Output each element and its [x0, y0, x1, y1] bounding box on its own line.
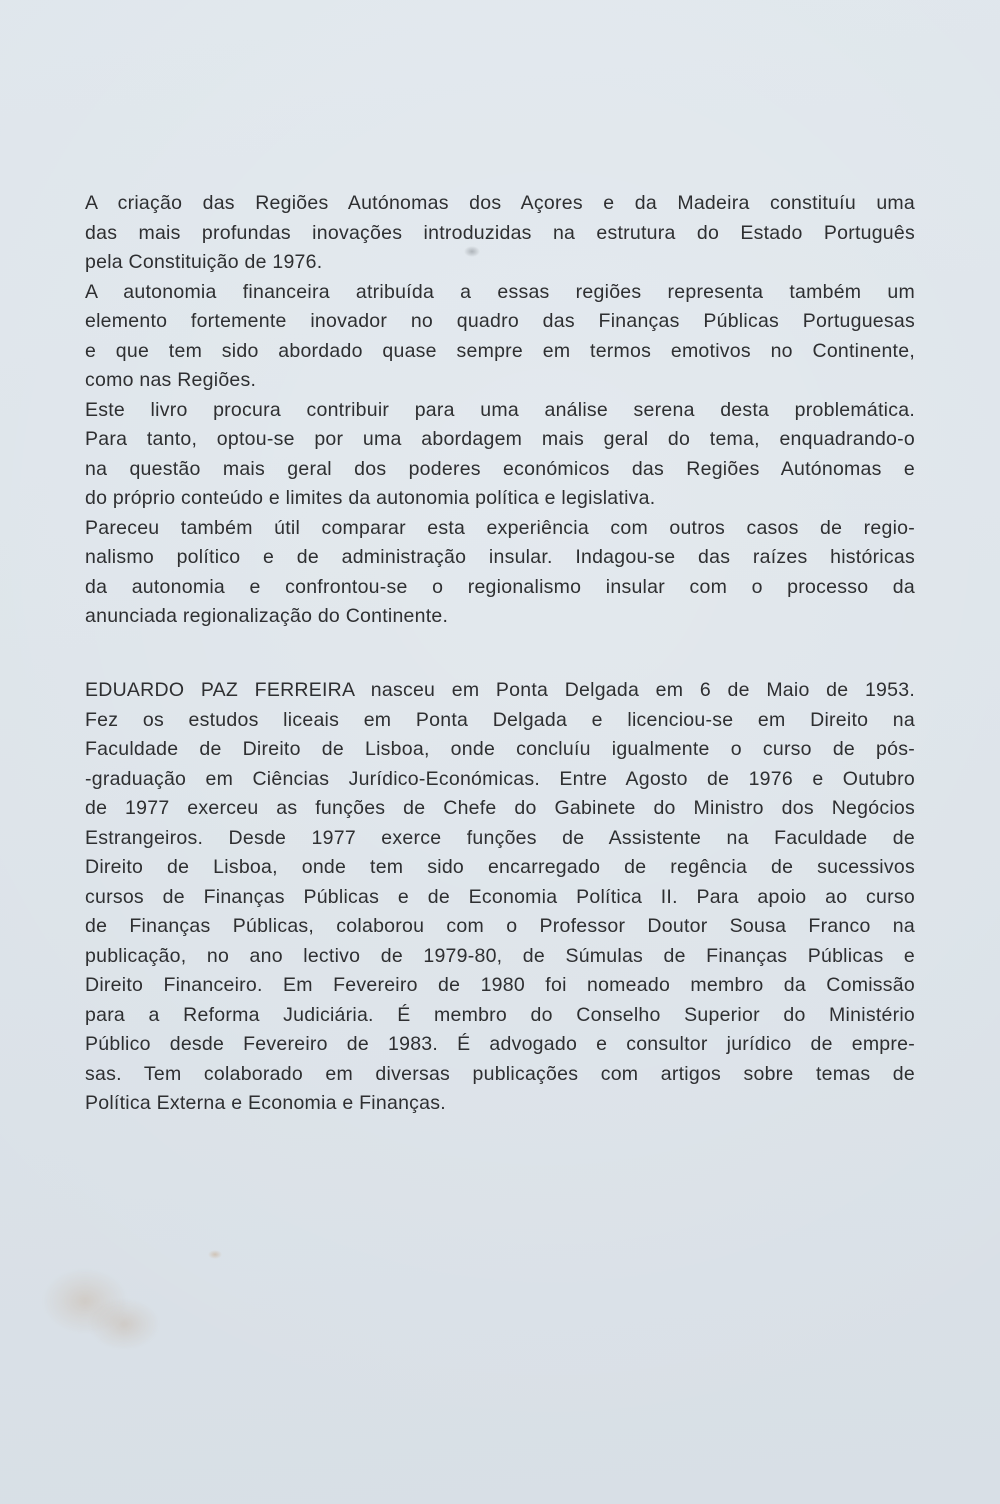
author-bio-block [85, 676, 915, 1119]
text-line: A autonomia financeira atribuída a essas regiões representa também um [85, 280, 915, 303]
paper-stain [208, 1250, 222, 1259]
text-line: Este livro procura contribuir para uma análise serena desta problemática. [85, 398, 915, 421]
synopsis-block [85, 189, 915, 632]
text-line: do próprio conteúdo e limites da autonomia política e legislativa. [85, 487, 656, 509]
text-line: Fez os estudos liceais em Ponta Delgada e licenciou-se em Direito na [85, 708, 915, 731]
paragraph [85, 396, 915, 514]
text-line: da autonomia e confrontou-se o regionalismo insular com o processo da [85, 575, 915, 598]
text-line: EDUARDO PAZ FERREIRA nasceu em Ponta Delgada em 6 de Maio de 1953. [85, 679, 915, 701]
text-line: na questão mais geral dos poderes económicos das Regiões Autónomas e [85, 457, 915, 480]
paper-stain [88, 1298, 160, 1350]
text-line: Direito de Lisboa, onde tem sido encarregado de regência de sucessivos [85, 856, 915, 878]
text-line: anunciada regionalização do Continente. [85, 605, 449, 627]
text-line: nalismo político e de administração insular. Indagou-se das raízes históricas [85, 546, 915, 568]
text-line: Para tanto, optou-se por uma abordagem mais geral do tema, enquadrando-o [85, 428, 915, 450]
paragraph [85, 189, 915, 278]
text-line: elemento fortemente inovador no quadro das Finanças Públicas Portuguesas [85, 310, 915, 332]
text-line: Direito Financeiro. Em Fevereiro de 1980 foi nomeado membro da Comissão [85, 974, 915, 996]
text-line: de Finanças Públicas, colaborou com o Professor Doutor Sousa Franco na [85, 915, 915, 937]
text-line: A criação das Regiões Autónomas dos Açores e da Madeira constituíu uma [85, 192, 915, 214]
text-line: Pareceu também útil comparar esta experiência com outros casos de regio- [85, 516, 915, 539]
text-line: como nas Regiões. [85, 369, 257, 391]
text-line: para a Reforma Judiciária. É membro do Conselho Superior do Ministério [85, 1003, 915, 1026]
text-line: publicação, no ano lectivo de 1979-80, de Súmulas de Finanças Públicas e [85, 944, 915, 967]
text-line: das mais profundas inovações introduzidas na estrutura do Estado Português [85, 221, 915, 244]
paragraph [85, 676, 915, 1119]
paragraph [85, 514, 915, 632]
text-line: e que tem sido abordado quase sempre em termos emotivos no Continente, [85, 339, 915, 362]
text-line: pela Constituição de 1976. [85, 251, 323, 273]
text-line: -graduação em Ciências Jurídico-Económicas. Entre Agosto de 1976 e Outubro [85, 767, 915, 790]
text-line: Política Externa e Economia e Finanças. [85, 1092, 446, 1114]
paper-stain [42, 1268, 128, 1334]
text-line: Público desde Fevereiro de 1983. É advogado e consultor jurídico de empre- [85, 1033, 915, 1055]
text-line: sas. Tem colaborado em diversas publicações com artigos sobre temas de [85, 1062, 915, 1085]
text-line: de 1977 exerceu as funções de Chefe do Gabinete do Ministro dos Negócios [85, 797, 915, 819]
text-line: cursos de Finanças Públicas e de Economia Política II. Para apoio ao curso [85, 885, 915, 908]
text-line: Faculdade de Direito de Lisboa, onde concluíu igualmente o curso de pós- [85, 738, 915, 760]
text-line: Estrangeiros. Desde 1977 exerce funções de Assistente na Faculdade de [85, 826, 915, 849]
paragraph [85, 278, 915, 396]
